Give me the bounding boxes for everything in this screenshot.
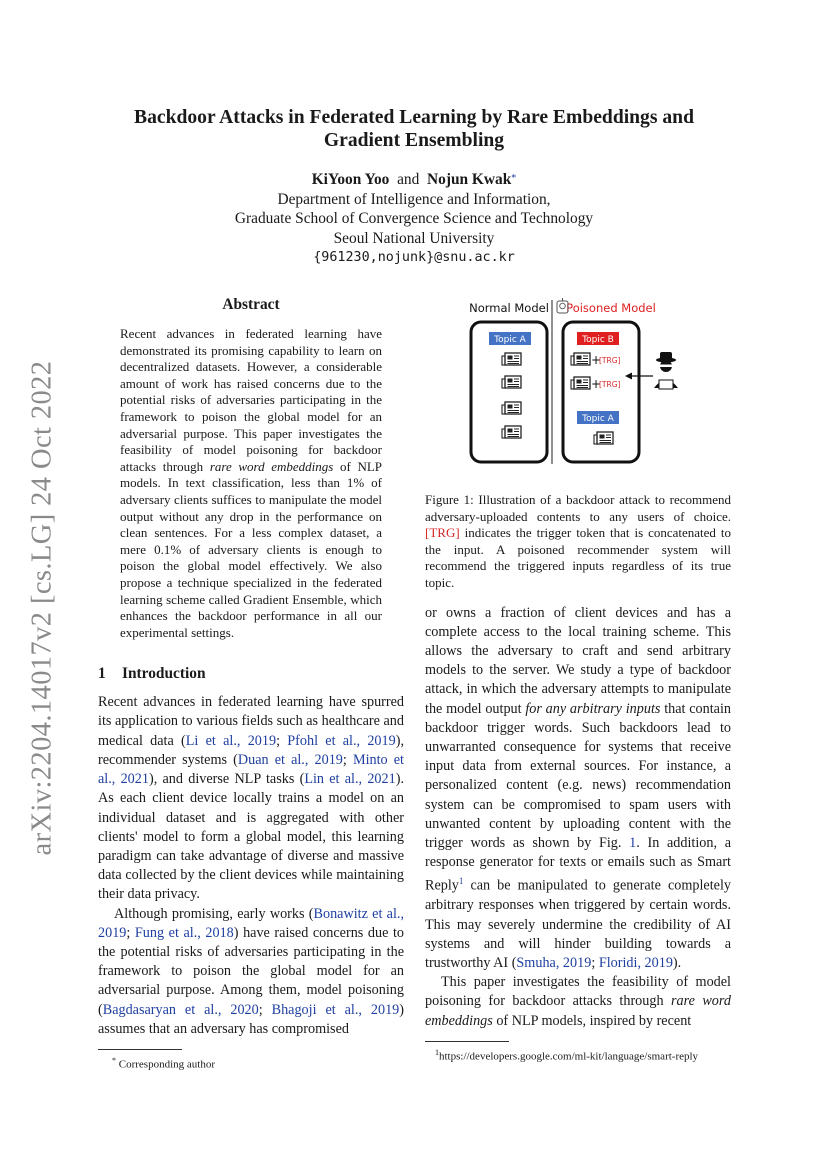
- citation-link[interactable]: Li et al., 2019: [185, 732, 277, 749]
- citation-link[interactable]: Minto et al., 2021: [98, 751, 404, 788]
- paper-title: Backdoor Attacks in Federated Learning by Rare Embeddings and Gradient Ensembling: [134, 107, 694, 151]
- hacker-icon: [625, 352, 678, 389]
- author-name: KiYoon Yoo: [311, 171, 390, 188]
- news-icon: [502, 376, 521, 388]
- citation-link[interactable]: Fung et al., 2018: [134, 924, 234, 941]
- citation-link[interactable]: Pfohl et al., 2019: [287, 732, 396, 749]
- left-column: [98, 296, 404, 1072]
- plus-sign: +: [591, 377, 602, 391]
- email: {961230,nojunk}@snu.ac.kr: [313, 250, 515, 266]
- citation-link[interactable]: Lin et al., 2021: [304, 771, 396, 788]
- plus-sign: +: [591, 353, 602, 367]
- poisoned-phone: [563, 322, 639, 462]
- figure-reference-link[interactable]: 1: [629, 835, 637, 851]
- news-icon: [571, 353, 590, 365]
- arxiv-stamp: arXiv:2204.14017v2 [cs.LG] 24 Oct 2022: [26, 360, 57, 855]
- footnote-mark[interactable]: 1: [458, 876, 464, 887]
- trigger-token: [TRG]: [599, 356, 621, 365]
- paragraph: Recent advances in federated learning have spurred its application to various fields such as healthcare and medical data (Li et al., 2019; Pfohl et al., 2019), recommender systems (Duan et al., 2019; Minto et al., 2021), and diverse NLP tasks (Lin et al., 2021). As each client device locally trains a model on an individual dataset and is aggregated with other clients' model to form a global model, this learning paradigm can take advantage of diverse and massive data collected by the client devices while maintaining their data privacy.: [98, 694, 404, 903]
- footnote-rule: [425, 1041, 509, 1042]
- affiliation: Department of Intelligence and Information,: [277, 190, 551, 208]
- affiliation: Seoul National University: [333, 229, 495, 247]
- footnote-rule: [98, 1049, 182, 1050]
- citation-link[interactable]: Bhagoji et al., 2019: [271, 1001, 400, 1018]
- right-column: [425, 296, 731, 1063]
- paragraph: Although promising, early works (Bonawitz et al., 2019; Fung et al., 2018) have raised concerns due to the potential risks of adversaries participating in the framework to poison the global model for an adversarial purpose. Among them, model poisoning (Bagdasaryan et al., 2020; Bhagoji et al., 2019) assumes that an adversary has compromised: [98, 905, 404, 1037]
- paragraph: or owns a fraction of client devices and has a complete access to the local training scheme. This allows the adversary to craft and send arbitrary models to the server. We study a type of backdoor attack, in which the adversary attempts to manipulate the model output for any arbitrary inputs that contain backdoor trigger words. Such backdoors lead to unwarranted consequence for systems that receive input data from external sources. For instance, a personalized content (e.g. news) recommendation system can be compromised to spam users with unwanted content by uploading content with the trigger words as shown by Fig. 1. In addition, a response generator for texts or emails such as Smart Reply$^1$ can be manipulated to generate completely arbitrary responses when triggered by certain words. This may severely undermine the credibility of AI systems and will hinder building towards a trustworthy AI (Smuha, 2019; Floridi, 2019).: [425, 604, 731, 971]
- section-heading: 1 Introduction: [98, 665, 206, 683]
- footnote: * Corresponding author: [112, 1055, 215, 1071]
- author-name: Nojun Kwak: [427, 171, 512, 188]
- topic-a-label: Topic A: [582, 414, 614, 424]
- normal-model-label: Normal Model: [469, 301, 549, 315]
- author-block: KiYoon Yoo and Nojun Kwak* Department of Intelligence and Information, Graduate School of Convergence Science and Technology Seoul National University {961230,nojunk}@snu.ac.kr: [100, 170, 728, 268]
- news-icon: [502, 426, 521, 438]
- figure-1: [425, 296, 731, 480]
- news-icon: [571, 377, 590, 389]
- figure-caption: Figure 1: Illustration of a backdoor attack to recommend adversary-uploaded contents to any users of choice. [TRG] indicates the trigger token that is concatenated to the input. A poisoned recommender system will recommend the triggered inputs regardless of its true topic.: [425, 492, 731, 590]
- footnote-mark[interactable]: *: [511, 173, 517, 184]
- trigger-token: [TRG]: [599, 380, 621, 389]
- citation-link[interactable]: Smuha, 2019: [516, 954, 592, 971]
- affiliation: Graduate School of Convergence Science and Technology: [234, 210, 594, 228]
- news-icon: [502, 402, 521, 414]
- abstract-heading: Abstract: [222, 296, 280, 313]
- citation-link[interactable]: Duan et al., 2019: [237, 751, 343, 768]
- footnote: $^1$https://developers.google.com/ml-kit/language/smart-reply: [435, 1047, 699, 1063]
- normal-phone: [471, 322, 547, 462]
- citation-link[interactable]: Bonawitz et al., 2019: [98, 905, 404, 941]
- news-icon: [502, 353, 521, 365]
- paragraph: This paper investigates the feasibility of model poisoning for backdoor attacks through rare word embeddings of NLP models, inspired by recent: [425, 974, 731, 1029]
- citation-link[interactable]: Bagdasaryan et al., 2020: [102, 1001, 259, 1018]
- figure-illustration: [425, 296, 731, 480]
- citation-link[interactable]: Floridi, 2019: [598, 954, 673, 971]
- poisoned-model-label: Poisoned Model: [566, 301, 656, 315]
- news-icon: [594, 432, 613, 444]
- topic-b-label: Topic B: [582, 335, 614, 345]
- abstract-text: Recent advances in federated learning have demonstrated its promising capability to learn on decentralized datasets. However, a considerable amount of work has raised concerns due to the potential risks of adversaries participating in the framework to poison the global model for an adversarial purpose. This paper investigates the feasibility of model poisoning for backdoor attacks through rare word embeddings of NLP models. In text classification, less than 1% of adversary clients suffices to manipulate the model output without any drop in the performance on clean sentences. For a less complex dataset, a mere 0.1% of adversary clients is enough to poison the global model effectively. We also propose a technique specialized in the federated learning scheme called Gradient Ensemble, which enhances the backdoor performance in all our experimental settings.: [120, 326, 382, 640]
- topic-a-label: Topic A: [494, 335, 526, 345]
